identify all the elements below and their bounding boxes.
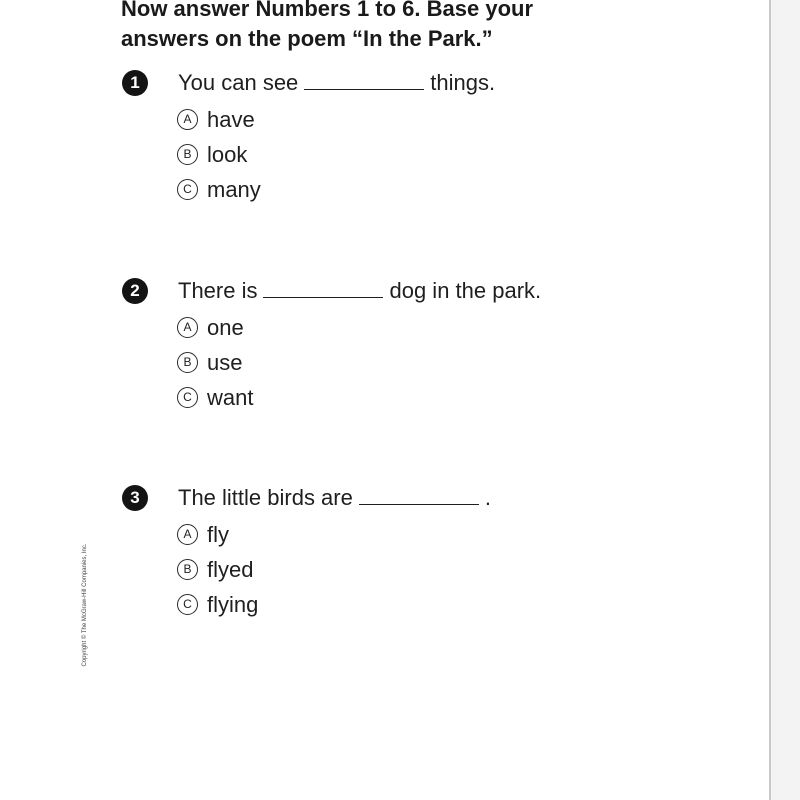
question-stem [178, 68, 495, 98]
question-stem [178, 483, 491, 513]
option-b-bubble[interactable]: B [177, 352, 198, 373]
option-a-text: one [207, 314, 244, 340]
option-c[interactable] [177, 172, 261, 207]
option-c[interactable] [177, 380, 253, 415]
stem-text-before: There is [178, 278, 258, 303]
option-b[interactable] [177, 552, 258, 587]
instructions [121, 0, 681, 54]
option-a-bubble[interactable]: A [177, 317, 198, 338]
option-c-text: want [207, 384, 254, 410]
copyright-notice: Copyright © The McGraw-Hill Companies, Inc. [82, 543, 88, 667]
option-c[interactable] [177, 587, 258, 622]
answer-options [177, 102, 261, 207]
option-c-bubble[interactable]: C [177, 179, 198, 200]
question-number-badge: 2 [122, 278, 148, 304]
instructions-line-1: Now answer Numbers 1 to 6. Base your [121, 0, 534, 21]
option-c-bubble[interactable]: C [177, 387, 198, 408]
option-b-bubble[interactable]: B [177, 559, 198, 580]
answer-blank [263, 277, 383, 298]
stem-text-after: . [484, 485, 491, 510]
stem-text-after: things. [430, 70, 496, 95]
option-b-text: look [207, 141, 248, 167]
stem-text-before: You can see [178, 70, 299, 95]
background-margin [771, 0, 800, 800]
option-a[interactable] [177, 517, 258, 552]
option-a[interactable] [177, 310, 253, 345]
stem-text-before: The little birds are [178, 485, 353, 510]
option-a-text: fly [207, 521, 229, 547]
question-stem [178, 276, 541, 306]
option-b-text: use [207, 349, 243, 375]
option-b[interactable] [177, 345, 253, 380]
option-c-text: flying [207, 591, 259, 617]
option-a[interactable] [177, 102, 261, 137]
answer-options [177, 310, 253, 415]
answer-blank [304, 69, 424, 90]
option-b[interactable] [177, 137, 261, 172]
option-b-text: flyed [207, 556, 254, 582]
option-a-text: have [207, 106, 255, 132]
option-a-bubble[interactable]: A [177, 524, 198, 545]
instructions-line-2: answers on the poem “In the Park.” [121, 26, 493, 51]
stem-text-after: dog in the park. [389, 278, 542, 303]
option-c-text: many [207, 176, 261, 202]
answer-blank [359, 484, 479, 505]
option-a-bubble[interactable]: A [177, 109, 198, 130]
question-number-badge: 3 [122, 485, 148, 511]
option-b-bubble[interactable]: B [177, 144, 198, 165]
question-number-badge: 1 [122, 70, 148, 96]
answer-options [177, 517, 258, 622]
option-c-bubble[interactable]: C [177, 594, 198, 615]
